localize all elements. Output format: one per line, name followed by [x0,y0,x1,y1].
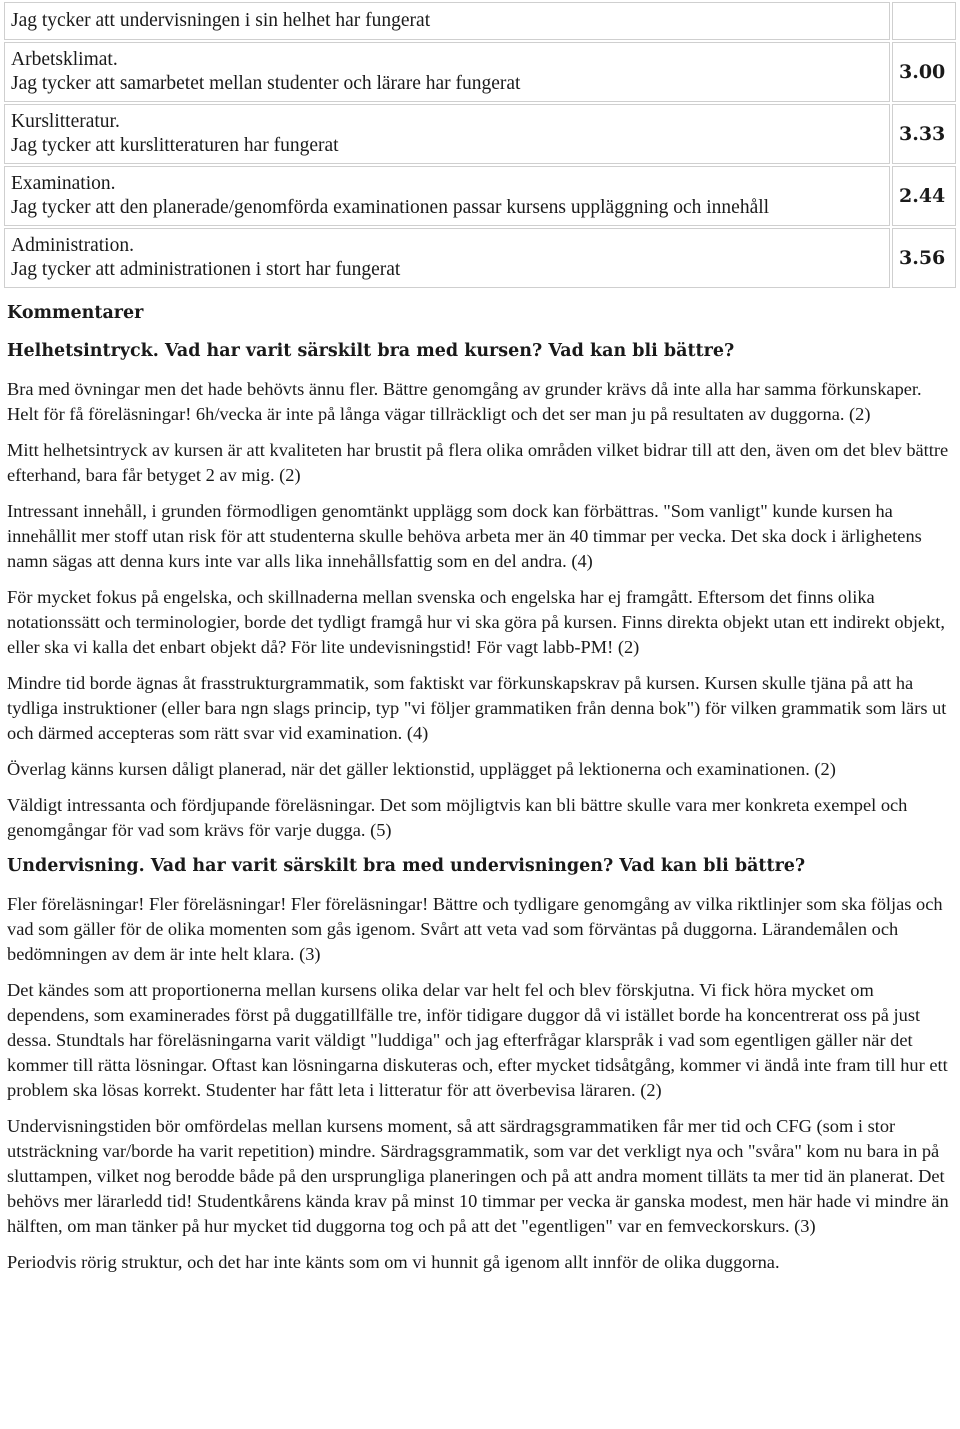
rating-question: Jag tycker att samarbetet mellan studenter och lärare har fungerat [11,73,521,94]
comment: Intressant innehåll, i grunden förmodligen genomtänkt upplägg som dock kan förbättras. "Som vanligt" kunde kursen ha innehållit mer stoff utan risk för att studenterna skulle behöva arbeta mer än 40 timmar per vecka. Det ska dock i ärlighetens namn sägas att denna kurs inte var alls lika innehållsfattig som en del andra. (4) [7,501,922,571]
rating-row [4,42,956,102]
rating-category: Administration. [11,235,134,256]
rating-row [4,166,956,226]
rating-question: Jag tycker att undervisningen i sin helhet har fungerat [11,10,431,31]
comment: Mitt helhetsintryck av kursen är att kvaliteten har brustit på flera olika områden vilket bidrar till att den, även om det blev bättre efterhand, bara får betyget 2 av mig. (2) [7,440,949,485]
rating-category: Kurslitteratur. [11,111,120,132]
rating-question-cell [4,42,890,102]
rating-category: Arbetsklimat. [11,49,118,70]
ratings-table [2,0,958,290]
rating-value: 3.56 [892,228,956,288]
comments-section [7,301,955,1286]
rating-value: 3.33 [892,104,956,164]
section-title-helhetsintryck: Helhetsintryck. Vad har varit särskilt bra med kursen? Vad kan bli bättre? [7,341,735,361]
rating-question: Jag tycker att kurslitteraturen har fungerat [11,135,339,156]
rating-question-cell [4,2,890,40]
rating-question-cell [4,166,890,226]
comment: Fler föreläsningar! Fler föreläsningar! Fler föreläsningar! Bättre och tydligare genomgång av vilka riktlinjer som ska följas och vad som gäller för de olika momenten som gås igenom. Svårt att veta vad som förväntas på duggorna. Lärandemålen och bedömningen av dem är inte helt klara. (3) [7,894,943,964]
comment: För mycket fokus på engelska, och skillnaderna mellan svenska och engelska har ej framgått. Eftersom det finns olika notationssätt och terminologier, borde det tydligt framgå hur vi ska göra på kursen. Finns direkta objekt utan ett indirekt objekt, eller ska vi kalla det enbart objekt då? För lite undevisningstid! För vagt labb-PM! (2) [7,587,945,657]
rating-row [4,104,956,164]
rating-category: Examination. [11,173,116,194]
rating-value: 2.44 [892,166,956,226]
rating-question-cell [4,228,890,288]
rating-value: 3.00 [892,42,956,102]
rating-question-cell [4,104,890,164]
comment: Överlag känns kursen dåligt planerad, när det gäller lektionstid, upplägget på lektionerna och examinationen. (2) [7,759,836,779]
comment: Mindre tid borde ägnas åt frasstrukturgrammatik, som faktiskt var förkunskapskrav på kursen. Kursen skulle tjäna på att ha tydliga instruktioner (eller bara ngn slags princip, typ "vi följer grammatiken från denna bok") för vilken grammatik som lärs ut och därmed accepteras som rätt svar vid examination. (4) [7,673,947,743]
comment: Bra med övningar men det hade behövts ännu fler. Bättre genomgång av grunder krävs då inte alla har samma förkunskaper. Helt för få föreläsningar! 6h/vecka är inte på långa vägar tillräckligt och det ser man ju på resultaten av duggorna. (2) [7,379,922,424]
comments-heading: Kommentarer [7,303,144,323]
rating-question: Jag tycker att den planerade/genomförda examinationen passar kursens uppläggning och innehåll [11,197,770,218]
rating-question: Jag tycker att administrationen i stort har fungerat [11,259,401,280]
comment: Periodvis rörig struktur, och det har inte känts som om vi hunnit gå igenom allt innför de olika duggorna. [7,1252,780,1272]
comment: Väldigt intressanta och fördjupande föreläsningar. Det som möjligtvis kan bli bättre skulle vara mer konkreta exempel och genomgångar för vad som krävs för varje dugga. (5) [7,795,908,840]
rating-row [4,2,956,40]
comment: Undervisningstiden bör omfördelas mellan kursens moment, så att särdragsgrammatiken får mer tid och CFG (som i stor utsträckning var/borde ha varit repetition) mindre. Särdragsgrammatik, som var det verkligt nya och "svåra" kom nu bara in på sluttampen, vilket nog berodde både på den ursprungliga planeringen och på att andra moment tilläts ta mer tid än planerat. Det behövs mer lärarledd tid! Studentkårens kända krav på minst 10 timmar per vecka är ganska modest, men här hade vi mindre än hälften, om man tänker på hur mycket tid duggorna tog och på att det "egentligen" var en femveckorskurs. (3) [7,1116,949,1236]
rating-value [892,2,956,40]
comment: Det kändes som att proportionerna mellan kursens olika delar var helt fel och blev förskjutna. Vi fick höra mycket om dependens, som examinerades först på duggatillfälle tre, inför tidigare duggor då vi istället borde ha koncentrerat oss på just dessa. Stundtals har föreläsningarna varit väldigt "luddiga" och jag efterfrågar klarspråk i vad som egentligen gäller när det kommer till rätta lösningar. Oftast kan lösningarna diskuteras och, efter mycket tidsåtgång, kommer vi ändå inte fram till hur ett problem ska lösas korrekt. Studenter har fått leta i litteratur för att överbevisa läraren. (2) [7,980,948,1100]
section-title-undervisning: Undervisning. Vad har varit särskilt bra med undervisningen? Vad kan bli bättre? [7,856,806,876]
rating-row [4,228,956,288]
